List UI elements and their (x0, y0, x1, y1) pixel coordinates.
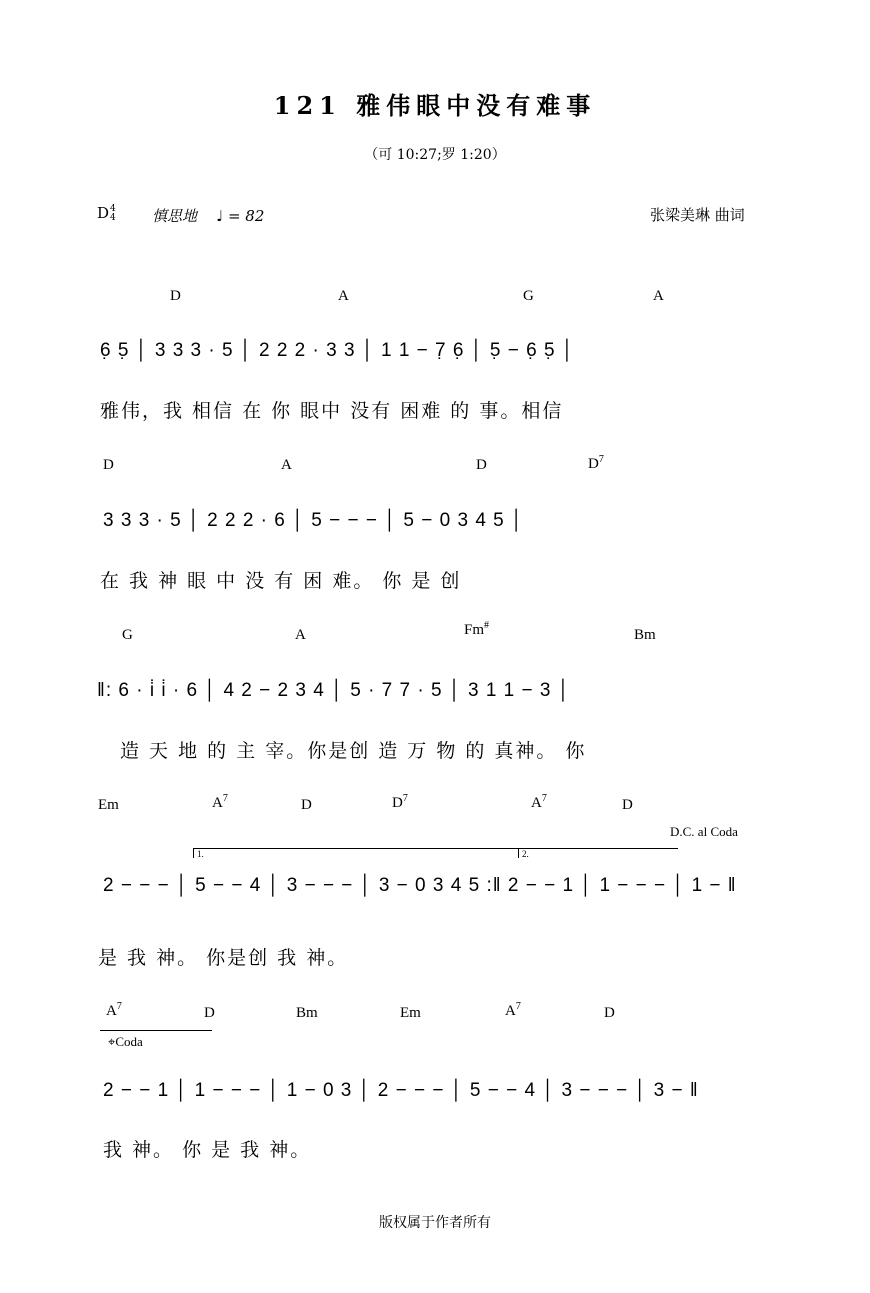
chord-name: A (295, 627, 306, 643)
copyright-footer: 版权属于作者所有 (379, 1215, 491, 1231)
chord (338, 288, 349, 305)
notes-line: 3 3 3 · 5 │ 2 2 2 · 6 │ 5 − − − │ 5 − 0 3 4 5 │ (103, 510, 524, 531)
coda-bracket (100, 1030, 212, 1031)
key-tonic: D (97, 204, 110, 222)
chord-sup: 7 (116, 1001, 122, 1012)
volta-2-hook (518, 848, 519, 858)
chord-name: A (531, 795, 542, 811)
chord-name: D (204, 1005, 215, 1021)
chord (170, 288, 181, 305)
time-top: 4 (110, 204, 116, 214)
chord-name: A (106, 1003, 117, 1019)
chord-name: Bm (634, 627, 656, 643)
chord-name: Bm (296, 1005, 318, 1021)
time-bottom: 4 (110, 213, 116, 223)
chord-sup: 7 (541, 793, 547, 804)
chord-name: Em (98, 797, 119, 813)
chord (122, 627, 133, 644)
chord (98, 797, 119, 814)
chord-name: A (212, 795, 223, 811)
volta-2-label: 2. (522, 849, 529, 859)
notes-line: 6̣ 5̣ │ 3 3 3 · 5 │ 2 2 2 · 3 3 │ 1 1 − 7̣ 6̣ │ 5̣ − 6̣ 5̣ │ (100, 340, 575, 361)
chord-name: D (604, 1005, 615, 1021)
chord (634, 627, 656, 644)
chord (295, 627, 306, 644)
chord-name: A (281, 457, 292, 473)
chord-name: A (338, 288, 349, 304)
volta-bracket (193, 848, 678, 849)
chord (392, 793, 408, 812)
chord (204, 1005, 215, 1022)
chord (588, 454, 604, 473)
chord-name: Em (400, 1005, 421, 1021)
tempo-bpm: = 82 (227, 207, 265, 225)
lyrics-line: 造 天 地 的 主 宰。你是创 造 万 物 的 真神。 你 (120, 740, 587, 762)
chord (505, 1001, 521, 1020)
chord (464, 620, 489, 639)
page-title: 121 雅伟眼中没有难事 (273, 91, 597, 120)
expression-text: 慎思地 (152, 207, 198, 225)
quarter-note-icon: ♩ (216, 207, 224, 225)
chord-name: Fm (464, 622, 485, 638)
volta-1-hook (193, 848, 194, 858)
chord-name: G (122, 627, 133, 643)
chord-sup: # (484, 620, 490, 631)
coda-marking: ⌖Coda (108, 1034, 143, 1049)
chord (301, 797, 312, 814)
chord-name: D (392, 795, 403, 811)
chord-name: A (653, 288, 664, 304)
chord-name: D (622, 797, 633, 813)
notes-line: ‖: 6 · i̇ i̇ · 6 │ 4 2 − 2 3 4 │ 5 · 7 7 · 5 │ 3 1 1 − 3 │ (97, 680, 571, 701)
scripture-reference: （可 10:27;罗 1:20） (364, 147, 506, 163)
chord (281, 457, 292, 474)
chord (604, 1005, 615, 1022)
lyrics-line: 是 我 神。 你是创 我 神。 (98, 947, 349, 969)
chord (106, 1001, 122, 1020)
chord-name: D (103, 457, 114, 473)
chord (400, 1005, 421, 1022)
chord (296, 1005, 318, 1022)
time-signature (110, 205, 116, 223)
chord (523, 288, 534, 305)
chord-name: A (505, 1003, 516, 1019)
volta-1-label: 1. (197, 849, 204, 859)
chord-name: D (476, 457, 487, 473)
notes-line: 2 − − − │ 5 − − 4 │ 3 − − − │ 3 − 0 3 4 5 :‖ 2 − − 1 │ 1 − − − │ 1 − ‖ (103, 875, 737, 896)
chord-name: D (588, 456, 599, 472)
author-credit: 张梁美琳 曲词 (650, 206, 745, 224)
chord (476, 457, 487, 474)
chord-sup: 7 (515, 1001, 521, 1012)
tempo-marking (152, 205, 264, 226)
dc-al-coda-marking: D.C. al Coda (670, 824, 738, 839)
key-signature (97, 204, 116, 223)
chord (653, 288, 664, 305)
lyrics-line: 在 我 神 眼 中 没 有 困 难。 你 是 创 (100, 570, 462, 592)
chord-sup: 7 (402, 793, 408, 804)
chord-name: D (301, 797, 312, 813)
chord (212, 793, 228, 812)
notes-line: 2 − − 1 │ 1 − − − │ 1 − 0 3 │ 2 − − − │ 5 − − 4 │ 3 − − − │ 3 − ‖ (103, 1080, 699, 1101)
chord-name: G (523, 288, 534, 304)
chord-sup: 7 (222, 793, 228, 804)
lyrics-line: 我 神。 你 是 我 神。 (103, 1139, 312, 1161)
chord (622, 797, 633, 814)
chord-sup: 7 (598, 454, 604, 465)
lyrics-line: 雅伟，我 相信 在 你 眼中 没有 困难 的 事。相信 (100, 400, 564, 422)
chord (103, 457, 114, 474)
chord-name: D (170, 288, 181, 304)
chord (531, 793, 547, 812)
